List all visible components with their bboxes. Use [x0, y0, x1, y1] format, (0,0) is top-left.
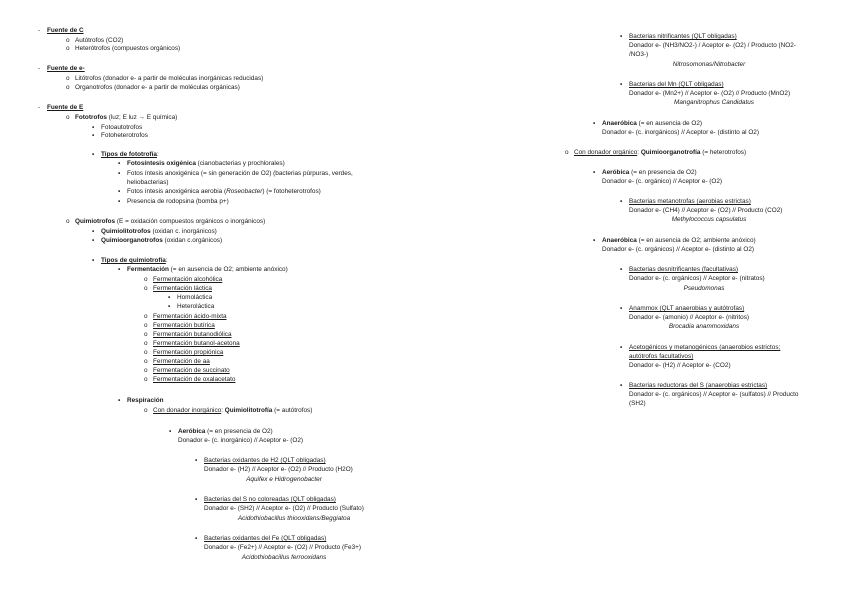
list-item-continuation: Donador e- (c. inorgánicos) // Aceptor e- (distinto al O2) — [602, 129, 759, 136]
square-bullet-icon: ▪ — [92, 124, 95, 131]
bacteria-line: Donador e- (c. orgánicos) // Aceptor e- (sulfatos) // Producto — [629, 391, 799, 398]
circle-bullet-icon: o — [144, 285, 148, 292]
square-bullet-icon: ▪ — [593, 120, 596, 127]
bacteria-line: Donador e- (Fe2+) // Aceptor e- (O2) // Producto (Fe3+) — [204, 544, 361, 551]
list-item-bacteria: ▪ Bacterias del Mn (QLT obligadas) — [620, 81, 724, 88]
bacteria-line: autótrofos facultativos) — [629, 353, 694, 360]
list-item: ▪ Heteroláctica — [168, 303, 215, 310]
square-bullet-icon: ▪ — [118, 170, 121, 177]
list-item-tipos-fototrofia: ▪ Tipos de fototrofía: — [92, 151, 159, 158]
list-item: o Heterótrofos (compuestos orgánicos) — [66, 45, 181, 52]
circle-bullet-icon: o — [144, 349, 148, 356]
square-bullet-icon: ▪ — [92, 132, 95, 139]
bacteria-example: Methylococcus capsulatus — [671, 216, 747, 223]
list-item-bacteria: ▪ Bacterias reductoras del S (anaerobias estrictas) — [620, 382, 768, 389]
list-item-donador-inorganico: o Con donador inorgánico: Quimiolitotrofía (= autótrofos) — [144, 407, 313, 414]
square-bullet-icon: ▪ — [620, 81, 623, 88]
square-bullet-icon: ▪ — [620, 382, 623, 389]
circle-bullet-icon: o — [144, 276, 148, 283]
circle-bullet-icon: o — [144, 367, 148, 374]
list-item-fototrofos: o Fototrofos (luz; E luz → E química) — [66, 114, 178, 121]
circle-bullet-icon: o — [66, 45, 70, 52]
bacteria-line: Donador e- (amonio) // Aceptor e- (nitritos) — [629, 314, 750, 321]
square-bullet-icon: ▪ — [620, 266, 623, 273]
bacteria-example: Nitrosomonas/Nitrobacter — [672, 61, 746, 68]
square-bullet-icon: ▪ — [118, 188, 121, 195]
list-item-continuation: Donador e- (c. orgánico) // Aceptor e- (O2) — [602, 178, 723, 185]
circle-bullet-icon: o — [144, 331, 148, 338]
list-item: o Fermentación de succinato — [144, 367, 230, 374]
list-item-aerobica: ▪ Aeróbica (= en presencia de O2) — [593, 169, 697, 176]
square-bullet-icon: ▪ — [620, 344, 623, 351]
list-item: ▪ Quimiolitotrofos (oxidan c. inorgánicos) — [92, 228, 217, 235]
bacteria-line: Donador e- (H2) // Aceptor e- (CO2) — [629, 362, 731, 369]
list-item: o Autótrofos (CO2) — [66, 37, 124, 44]
bullet-fuente-e — [38, 104, 83, 112]
list-item: ▪ Fotoheterotrofos — [92, 132, 148, 139]
circle-bullet-icon: o — [144, 358, 148, 365]
list-item-continuation: heliobacterias) — [127, 179, 169, 186]
square-bullet-icon: ▪ — [168, 294, 171, 301]
square-bullet-icon: ▪ — [92, 228, 95, 235]
square-bullet-icon: ▪ — [620, 198, 623, 205]
list-item-bacteria: ▪ Bacterias nitrificantes (QLT obligadas) — [620, 33, 737, 40]
list-item-bacteria: ▪ Bacterias metanotrofas (aerobias estrictas) — [620, 198, 751, 205]
bacteria-example: Pseudomonas — [683, 285, 725, 292]
circle-bullet-icon: o — [144, 407, 148, 414]
list-item: o Fermentación de oxalacetato — [144, 376, 236, 383]
list-item: ▪ Fotosíntesis oxigénica (cianobacterias y prochlorales) — [118, 160, 285, 167]
dash-bullet: - — [38, 27, 41, 34]
circle-bullet-icon: o — [66, 84, 70, 91]
square-bullet-icon: ▪ — [118, 198, 121, 205]
list-item-continuation: Donador e- (c. inorgánico) // Aceptor e- (O2) — [178, 437, 304, 444]
list-item-continuation: Donador e- (c. orgánicos) // Aceptor e- (distinto al O2) — [602, 246, 755, 253]
bacteria-line: Donador e- (Mn2+) // Aceptor e- (O2) // Producto (MnO2) — [629, 90, 791, 97]
square-bullet-icon: ▪ — [593, 237, 596, 244]
list-item: ▪ Quimioorganotrofos (oxidan c.orgánicos) — [92, 237, 223, 244]
bacteria-example: Brocadia anammoxidans — [668, 323, 740, 330]
list-item-respiracion: ▪ Respiración — [118, 397, 164, 404]
square-bullet-icon: ▪ — [195, 496, 198, 503]
square-bullet-icon: ▪ — [168, 303, 171, 310]
list-item-bacteria: ▪ Acetogénicos y metanogénicos (anaerobios estrictos; — [620, 344, 781, 351]
list-item-bacteria: ▪ Anammox (QLT anaerobias y autótrofas) — [620, 305, 745, 312]
circle-bullet-icon: o — [565, 149, 569, 156]
list-item: ▪ Fotos íntesis anoxigénica aerobia (Roseobacter) (= fotoheterotrofos) — [118, 188, 321, 195]
bacteria-example: Manganitrophus Candidatus — [674, 99, 754, 106]
heading-fuente-c: Fuente de C — [47, 27, 84, 34]
bacteria-line: Donador e- (CH4) // Aceptor e- (O2) // Producto (CO2) — [629, 207, 783, 214]
bacteria-line: (SH2) — [629, 400, 646, 407]
list-item: o Fermentación de aa — [144, 358, 210, 365]
list-item: o Fermentación butírica — [144, 322, 215, 329]
list-item: ▪ Homoláctica — [168, 294, 213, 301]
bullet-fuente-c — [38, 27, 84, 35]
bacteria-example: Acidothiobacillus ferrooxidans — [241, 554, 327, 561]
list-item-bacteria: ▪ Bacterias del S no coloreadas (QLT obligadas) — [195, 496, 336, 503]
square-bullet-icon: ▪ — [620, 33, 623, 40]
circle-bullet-icon: o — [66, 37, 70, 44]
bacteria-line: Donador e- (NH3/NO2-) / Aceptor e- (O2) / Producto (NO2- — [629, 42, 796, 49]
circle-bullet-icon: o — [66, 114, 70, 121]
circle-bullet-icon: o — [144, 313, 148, 320]
list-item-tipos-quimiotrofia: ▪ Tipos de quimiotrofía: — [92, 257, 168, 264]
circle-bullet-icon: o — [144, 322, 148, 329]
square-bullet-icon: ▪ — [92, 257, 95, 264]
list-item: ▪ Fotos íntesis anoxigénica (= sin generación de O2) (bacterias púrpuras, verdes, — [118, 170, 353, 177]
list-item-anaerobica: ▪ Anaeróbica (= en ausencia de O2) — [593, 120, 703, 127]
list-item: o Fermentación butanol-acetona — [144, 340, 240, 347]
dash-bullet: - — [38, 65, 41, 72]
list-item-bacteria: ▪ Bacterias oxidantes del Fe (QLT obligadas) — [195, 535, 327, 542]
bacteria-line: /NO3-) — [629, 51, 649, 58]
square-bullet-icon: ▪ — [92, 237, 95, 244]
bacteria-example: Aquifex e Hidrogenobacter — [246, 476, 322, 483]
circle-bullet-icon: o — [144, 340, 148, 347]
bullet-fuente-e-minus — [38, 65, 85, 73]
list-item-bacteria: ▪ Bacterias oxidantes de H2 (QLT obligadas) — [195, 457, 326, 464]
square-bullet-icon: ▪ — [169, 428, 172, 435]
square-bullet-icon: ▪ — [195, 535, 198, 542]
bacteria-line: Donador e- (c. orgánicos) // Aceptor e- (nitratos) — [629, 275, 765, 282]
heading-fuente-e-minus: Fuente de e- — [47, 65, 85, 72]
square-bullet-icon: ▪ — [593, 169, 596, 176]
list-item-bacteria: ▪ Bacterias desnitrificantes (facultativas) — [620, 266, 739, 273]
list-item-aerobica: ▪ Aeróbica (= en presencia de O2) — [169, 428, 273, 435]
list-item: o Fermentación ácido-mixta — [144, 313, 227, 320]
square-bullet-icon: ▪ — [118, 160, 121, 167]
square-bullet-icon: ▪ — [92, 151, 95, 158]
list-item-fermentacion: ▪ Fermentación (= en ausencia de O2; ambiente anóxico) — [118, 266, 288, 273]
list-item: o Fermentación alcohólica — [144, 276, 223, 283]
dash-bullet: - — [38, 104, 41, 111]
list-item: ▪ Presencia de rodopsina (bomba p+) — [118, 198, 229, 205]
list-item-anaerobica: ▪ Anaeróbica (= en ausencia de O2; ambiente anóxico) — [593, 237, 756, 244]
list-item: o Litótrofos (donador e- a partir de moléculas inorgánicas reducidas) — [66, 75, 264, 82]
list-item: ▪ Fotoautotrofos — [92, 124, 143, 131]
bacteria-line: Donador e- (H2) // Aceptor e- (O2) // Producto (H2O) — [204, 466, 353, 473]
square-bullet-icon: ▪ — [118, 397, 121, 404]
list-item: o Fermentación propiónica — [144, 349, 224, 356]
circle-bullet-icon: o — [66, 218, 70, 225]
bacteria-line: Donador e- (SH2) // Aceptor e- (O2) // Producto (Sulfato) — [204, 505, 364, 512]
circle-bullet-icon: o — [144, 376, 148, 383]
list-item-donador-organico: o Con donador orgánico: Quimioorganotrofía (= heterotrofos) — [565, 149, 747, 156]
square-bullet-icon: ▪ — [195, 457, 198, 464]
heading-fuente-e: Fuente de E — [47, 104, 84, 111]
square-bullet-icon: ▪ — [118, 266, 121, 273]
list-item: o Organotrofos (donador e- a partir de moléculas orgánicas) — [66, 84, 240, 91]
list-item: o Fermentación butanodiólica — [144, 331, 232, 338]
square-bullet-icon: ▪ — [620, 305, 623, 312]
list-item-quimiotrofos: o Quimiotrofos (E = oxidación compuestos orgánicos o inorgánicos) — [66, 218, 266, 225]
list-item: o Fermentación láctica — [144, 285, 212, 292]
bacteria-example: Acidothiobacillus thiooxidans/Beggiatoa — [237, 515, 351, 522]
circle-bullet-icon: o — [66, 75, 70, 82]
